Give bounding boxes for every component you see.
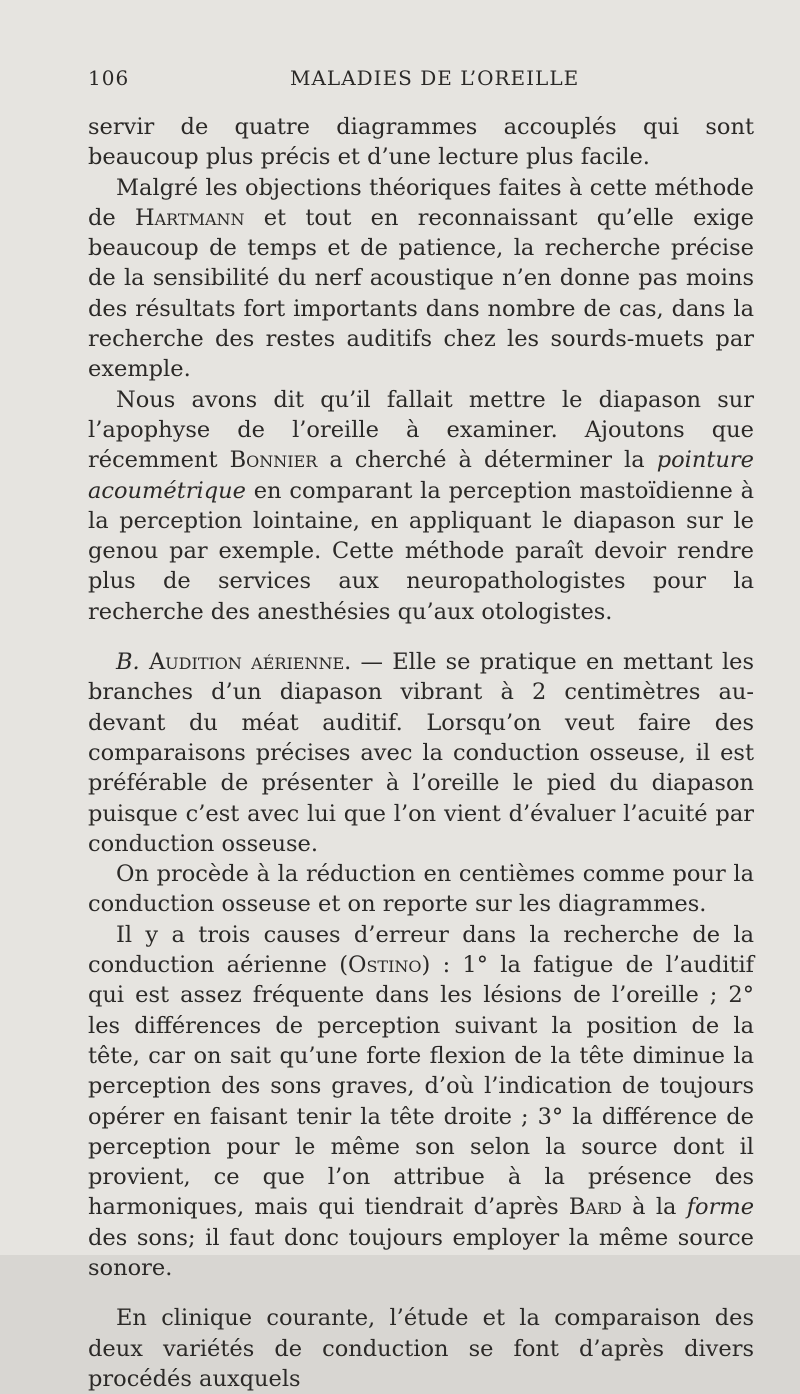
paragraph-4: B. Audition aérienne. — Elle se pratique en mettant les branches d’un diapason vibrant à 2 centimètres au-devant du méat auditif. Lorsqu’on veut faire des comparaisons précises avec la conduction osseuse, il est préférable de présenter à l’oreille le pied du diapason puisque c’est avec lui que l’on vient d’évaluer l’acuité par conduction osseuse. <box>88 649 755 857</box>
page-number: 106 <box>88 66 130 90</box>
paragraph-6: Il y a trois causes d’erreur dans la recherche de la conduction aérienne (Ostino) : 1° la fatigue de l’auditif qui est assez fréquente dans les lésions de l’oreille ; 2° les différences de perception suivant la position de la tête, car on sait qu’une forte flexion de la tête diminue la perception des sons graves, d’où l’indication de toujours opérer en faisant tenir la tête droite ; 3° la différence de perception pour le même son selon la source dont il provient, ce que l’on attribue à la présence des harmoniques, mais qui tiendrait d’après Bard à la forme des sons; il faut donc toujours employer la même source sonore. <box>88 921 755 1281</box>
author-name: Hartmann <box>134 204 245 231</box>
section-letter: B. <box>116 649 140 676</box>
running-head <box>88 66 752 100</box>
author-name: Bonnier <box>229 447 318 474</box>
author-name: Bard <box>568 1194 622 1221</box>
paragraph-2: Malgré les objections théoriques faites à cette méthode de Hartmann et tout en reconnaissant qu’elle exige beaucoup de temps et de patience, la recherche précise de la sensibilité du nerf acoustique n’en donne pas moins des résultats fort importants dans nombre de cas, dans la recherche des restes auditifs chez les sourds-muets par exemple. <box>88 174 754 383</box>
body-text <box>88 112 754 1394</box>
italic-term: forme <box>686 1194 755 1221</box>
running-title: MALADIES DE L’OREILLE <box>290 66 580 90</box>
paragraph-1: servir de quatre diagrammes accouplés qui sont beaucoup plus précis et d’une lecture plus facile. <box>88 114 754 171</box>
paragraph-3: Nous avons dit qu’il fallait mettre le diapason sur l’apophyse de l’oreille à examiner. Ajoutons que récemment Bonnier a cherché à déterminer la pointure acoumétrique en comparant la perception mastoïdienne à la perception lointaine, en appliquant le diapason sur le genou par exemple. Cette méthode paraît devoir rendre plus de services aux neuropathologistes pour la recherche des anesthésies qu’aux otologistes. <box>88 386 754 625</box>
author-name: Ostino <box>348 952 422 979</box>
paragraph-7: En clinique courante, l’étude et la comparaison des deux variétés de conduction se font d’après divers procédés auxquels <box>88 1305 754 1392</box>
section-heading: Audition aérienne. <box>148 649 352 676</box>
italic-term: pointure acoumétrique <box>88 447 754 504</box>
paragraph-5: On procède à la réduction en centièmes comme pour la conduction osseuse et on reporte sur les diagrammes. <box>88 861 754 918</box>
